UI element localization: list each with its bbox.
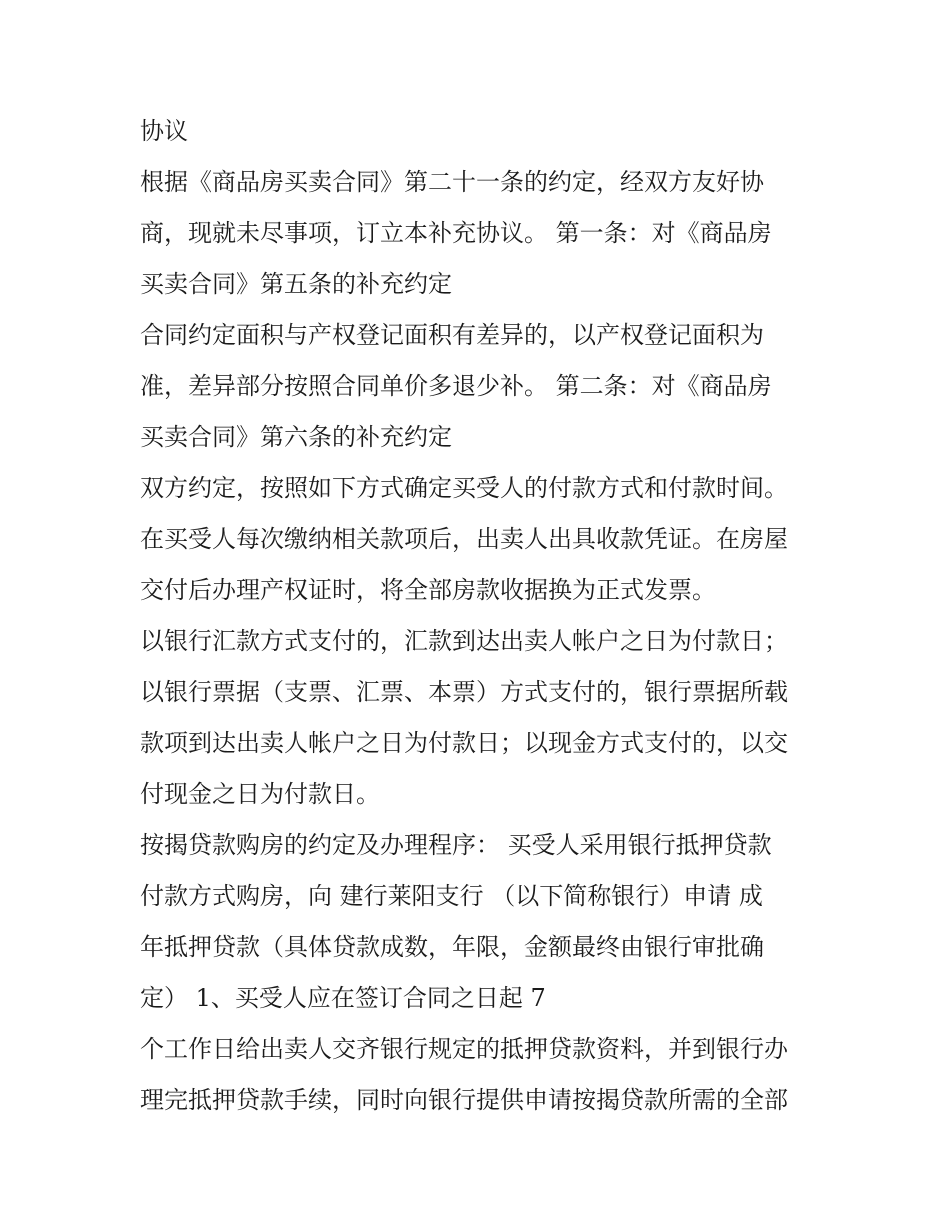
document-body <box>140 106 830 1126</box>
text-line: 理完抵押贷款手续，同时向银行提供申请按揭贷款所需的全部 <box>140 1086 788 1114</box>
text-line: 合同约定面积与产权登记面积有差异的，以产权登记面积为 <box>140 321 764 349</box>
text-line: 买卖合同》第五条的补充约定 <box>140 270 452 298</box>
text-line: 准，差异部分按照合同单价多退少补。 第二条：对《商品房 <box>140 372 772 400</box>
text-line: 款项到达出卖人帐户之日为付款日；以现金方式支付的，以交 <box>140 729 788 757</box>
text-line: 交付后办理产权证时，将全部房款收据换为正式发票。 <box>140 576 716 604</box>
text-line: 个工作日给出卖人交齐银行规定的抵押贷款资料，并到银行办 <box>140 1035 788 1063</box>
text-line: 双方约定，按照如下方式确定买受人的付款方式和付款时间。 <box>140 474 788 502</box>
text-line: 买卖合同》第六条的补充约定 <box>140 423 452 451</box>
text-line: 根据《商品房买卖合同》第二十一条的约定，经双方友好协 <box>140 168 764 196</box>
text-line: 付款方式购房，向 建行莱阳支行 （以下简称银行）申请 成 <box>140 882 763 910</box>
text-line: 年抵押贷款（具体贷款成数，年限，金额最终由银行审批确 <box>140 933 764 961</box>
text-line: 商，现就未尽事项，订立本补充协议。 第一条：对《商品房 <box>140 219 772 247</box>
text-line: 协议 <box>140 117 188 145</box>
text-line: 按揭贷款购房的约定及办理程序： 买受人采用银行抵押贷款 <box>140 831 772 859</box>
text-line: 以银行汇款方式支付的，汇款到达出卖人帐户之日为付款日； <box>140 627 788 655</box>
text-line: 以银行票据（支票、汇票、本票）方式支付的，银行票据所载 <box>140 678 788 706</box>
text-line: 定） 1、买受人应在签订合同之日起 7 <box>140 984 546 1012</box>
text-line: 付现金之日为付款日。 <box>140 780 380 808</box>
text-line: 在买受人每次缴纳相关款项后，出卖人出具收款凭证。在房屋 <box>140 525 788 553</box>
